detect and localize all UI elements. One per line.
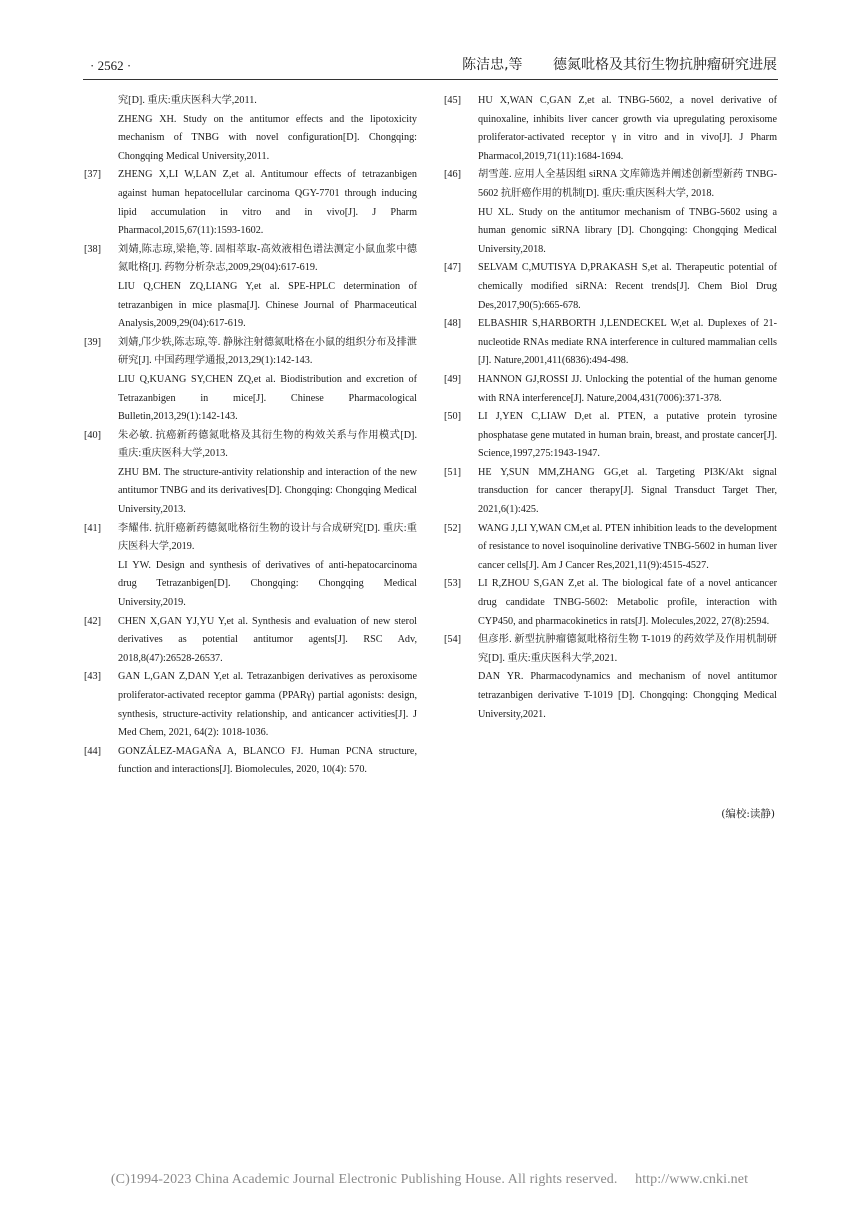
reference-text: HU XL. Study on the antitumor mechanism of TNBG-5602 using a human genomic siRNA library [D]. Chongqing: Chongqing Medical University,2018. [478, 206, 777, 255]
reference-entry [444, 371, 777, 408]
reference-text: GAN L,GAN Z,DAN Y,et al. Tetrazanbigen derivatives as peroxisome proliferator-activated receptor gamma (PPARγ) partial agonists: design, synthesis, structure-activity relationship, and anticancer activities[J]. J Med Chem, 2021, 64(2): 1018-1036. [118, 671, 417, 739]
reference-entry [444, 315, 777, 371]
reference-entry [444, 166, 777, 259]
reference-number: [53] [444, 578, 461, 590]
page-number: · 2562 · [90, 58, 132, 73]
running-head-authors: 陈洁忠,等 [462, 57, 523, 73]
reference-entry [84, 427, 417, 520]
reference-number: [40] [84, 429, 101, 441]
reference-number: [51] [444, 466, 461, 478]
reference-text: DAN YR. Pharmacodynamics and mechanism of novel antitumor tetrazanbigen derivative T-1019 [D]. Chongqing: Chongqing Medical University,2021. [478, 671, 777, 720]
reference-text: HANNON GJ,ROSSI JJ. Unlocking the potential of the human genome with RNA interference[J]. Nature,2004,431(7006):371-378. [478, 373, 777, 404]
reference-number: [39] [84, 336, 101, 348]
reference-number: [37] [84, 169, 101, 181]
reference-text: 究[D]. 重庆:重庆医科大学,2011. [118, 95, 257, 106]
reference-entry [444, 259, 777, 315]
reference-text: HU X,WAN C,GAN Z,et al. TNBG-5602, a novel derivative of quinoxaline, inhibits liver cancer growth via upregulating peroxisome proliferator-activated receptor γ in vitro and in vivo[J]. J Pharm Pharmacol,2019,71(11):1684-1694. [478, 95, 777, 162]
reference-entry [444, 575, 777, 631]
reference-text: ZHU BM. The structure-antivity relationship and interaction of the new antitumor TNBG and its derivatives[D]. Chongqing: Chongqing Medical University,2013. [118, 466, 417, 516]
reference-column-left [84, 92, 417, 780]
reference-text: 但彦彤. 新型抗肿瘤德氮吡格衍生物 T-1019 的药效学及作用机制研究[D]. 重庆:重庆医科大学,2021. [478, 634, 777, 664]
reference-text: LIU Q,CHEN ZQ,LIANG Y,et al. SPE-HPLC determination of tetrazanbigen in mice plasma[J]. Chinese Journal of Pharmaceutical Analysis,2009,29(04):617-619. [118, 280, 417, 330]
reference-entry [444, 92, 777, 166]
page-header [0, 0, 859, 84]
running-head-title: 德氮吡格及其衍生物抗肿瘤研究进展 [553, 57, 777, 73]
reference-entry [84, 613, 417, 669]
reference-number: [43] [84, 671, 101, 683]
reference-number: [45] [444, 95, 461, 106]
reference-text: 李耀伟. 抗肝癌新药德氮吡格衍生物的设计与合成研究[D]. 重庆:重庆医科大学,2019. [118, 522, 417, 553]
reference-text: 胡雪莲. 应用人全基因组 siRNA 文库筛选并阐述创新型新药 TNBG-5602 抗肝癌作用的机制[D]. 重庆:重庆医科大学, 2018. [478, 169, 777, 199]
reference-number: [47] [444, 262, 461, 274]
reference-text: CHEN X,GAN YJ,YU Y,et al. Synthesis and evaluation of new sterol derivatives as potential antitumor agents[J]. RSC Adv, 2018,8(47):26528-26537. [118, 615, 417, 664]
reference-number: [41] [84, 522, 101, 534]
reference-text: 朱必敏. 抗癌新药德氮吡格及其衍生物的构效关系与作用模式[D]. 重庆:重庆医科大学,2013. [118, 429, 417, 460]
footer-url[interactable]: http://www.cnki.net [635, 1172, 749, 1187]
reference-entry [444, 408, 777, 464]
reference-text: LI R,ZHOU S,GAN Z,et al. The biological fate of a novel anticancer drug candidate TNBG-5602: Metabolic profile, interaction with CYP450, and pharmacokinetics in rats[J]. Molecules,2022, 27(8):2594. [478, 578, 777, 627]
reference-entry [444, 631, 777, 724]
reference-text: ELBASHIR S,HARBORTH J,LENDECKEL W,et al. Duplexes of 21-nucleotide RNAs mediate RNA interference in cultured mammalian cells [J]. Nature,2001,411(6836):494-498. [478, 318, 777, 367]
reference-text: LI J,YEN C,LIAW D,et al. PTEN, a putative protein tyrosine phosphatase gene mutated in human brain, breast, and prostate cancer[J]. Science,1997,275:1943-1947. [478, 411, 777, 460]
reference-entry [84, 743, 417, 780]
reference-text: LIU Q,KUANG SY,CHEN ZQ,et al. Biodistribution and excretion of Tetrazanbigen in mice[J]. Chinese Pharmacological Bulletin,2013,29(1):142-143. [118, 373, 417, 423]
reference-entry [84, 668, 417, 742]
editor-note: (编校:读静) [721, 808, 775, 820]
footer-copyright: (C)1994-2023 China Academic Journal Electronic Publishing House. All rights reserved. [110, 1172, 618, 1187]
reference-text: ZHENG X,LI W,LAN Z,et al. Antitumour effects of tetrazanbigen against human hepatocellular carcinoma QGY-7701 through inducing lipid accumulation in vitro and in vivo[J]. J Pharm Pharmacol,2015,67(11):1593-1602. [118, 169, 417, 237]
reference-text: LI YW. Design and synthesis of derivatives of anti-hepatocarcinoma drug Tetrazanbigen[D]. Chongqing: Chongqing Medical University,2019. [118, 559, 417, 609]
reference-entry [444, 464, 777, 520]
reference-number: [52] [444, 522, 461, 534]
reference-text: 刘婧,邝少轶,陈志琼,等. 静脉注射德氮吡格在小鼠的组织分布及排泄研究[J]. 中国药理学通报,2013,29(1):142-143. [118, 336, 417, 367]
reference-number: [44] [84, 745, 101, 757]
reference-column-right [444, 92, 777, 724]
reference-number: [46] [444, 169, 461, 181]
reference-text: ZHENG XH. Study on the antitumor effects and the lipotoxicity mechanism of TNBG with novel configuration[D]. Chongqing: Chongqing Medical University,2011. [118, 113, 417, 162]
reference-entry [84, 92, 417, 166]
reference-entry [444, 520, 777, 576]
reference-text: GONZÁLEZ-MAGAÑA A, BLANCO FJ. Human PCNA structure, function and interactions[J]. Biomolecules, 2020, 10(4): 570. [118, 745, 417, 776]
reference-number: [50] [444, 411, 461, 423]
reference-number: [54] [444, 634, 461, 646]
reference-entry [84, 241, 417, 334]
reference-text: SELVAM C,MUTISYA D,PRAKASH S,et al. Therapeutic potential of chemically modified siRNA: Recent trends[J]. Chem Biol Drug Des,2017,90(5):665-678. [478, 262, 777, 311]
reference-entry [84, 166, 417, 240]
reference-text: HE Y,SUN MM,ZHANG GG,et al. Targeting PI3K/Akt signal transduction for cancer therapy[J]. Signal Transduct Target Ther, 2021,6(1):425. [478, 466, 777, 516]
reference-number: [49] [444, 373, 461, 385]
running-head [462, 54, 777, 74]
reference-text: 刘婧,陈志琼,梁艳,等. 固相萃取-高效液相色谱法测定小鼠血浆中德氮吡格[J]. 药物分析杂志,2009,29(04):617-619. [118, 243, 417, 274]
page-footer [0, 1172, 859, 1188]
reference-number: [42] [84, 615, 101, 627]
reference-entry [84, 520, 417, 613]
reference-entry [84, 334, 417, 427]
reference-number: [38] [84, 243, 101, 255]
header-rule [83, 79, 778, 80]
reference-text: WANG J,LI Y,WAN CM,et al. PTEN inhibition leads to the development of resistance to novel isoquinoline derivative TNBG-5602 in human liver cancer cells[J]. Am J Cancer Res,2021,11(9):4515-4527. [478, 522, 777, 571]
reference-number: [48] [444, 318, 461, 330]
